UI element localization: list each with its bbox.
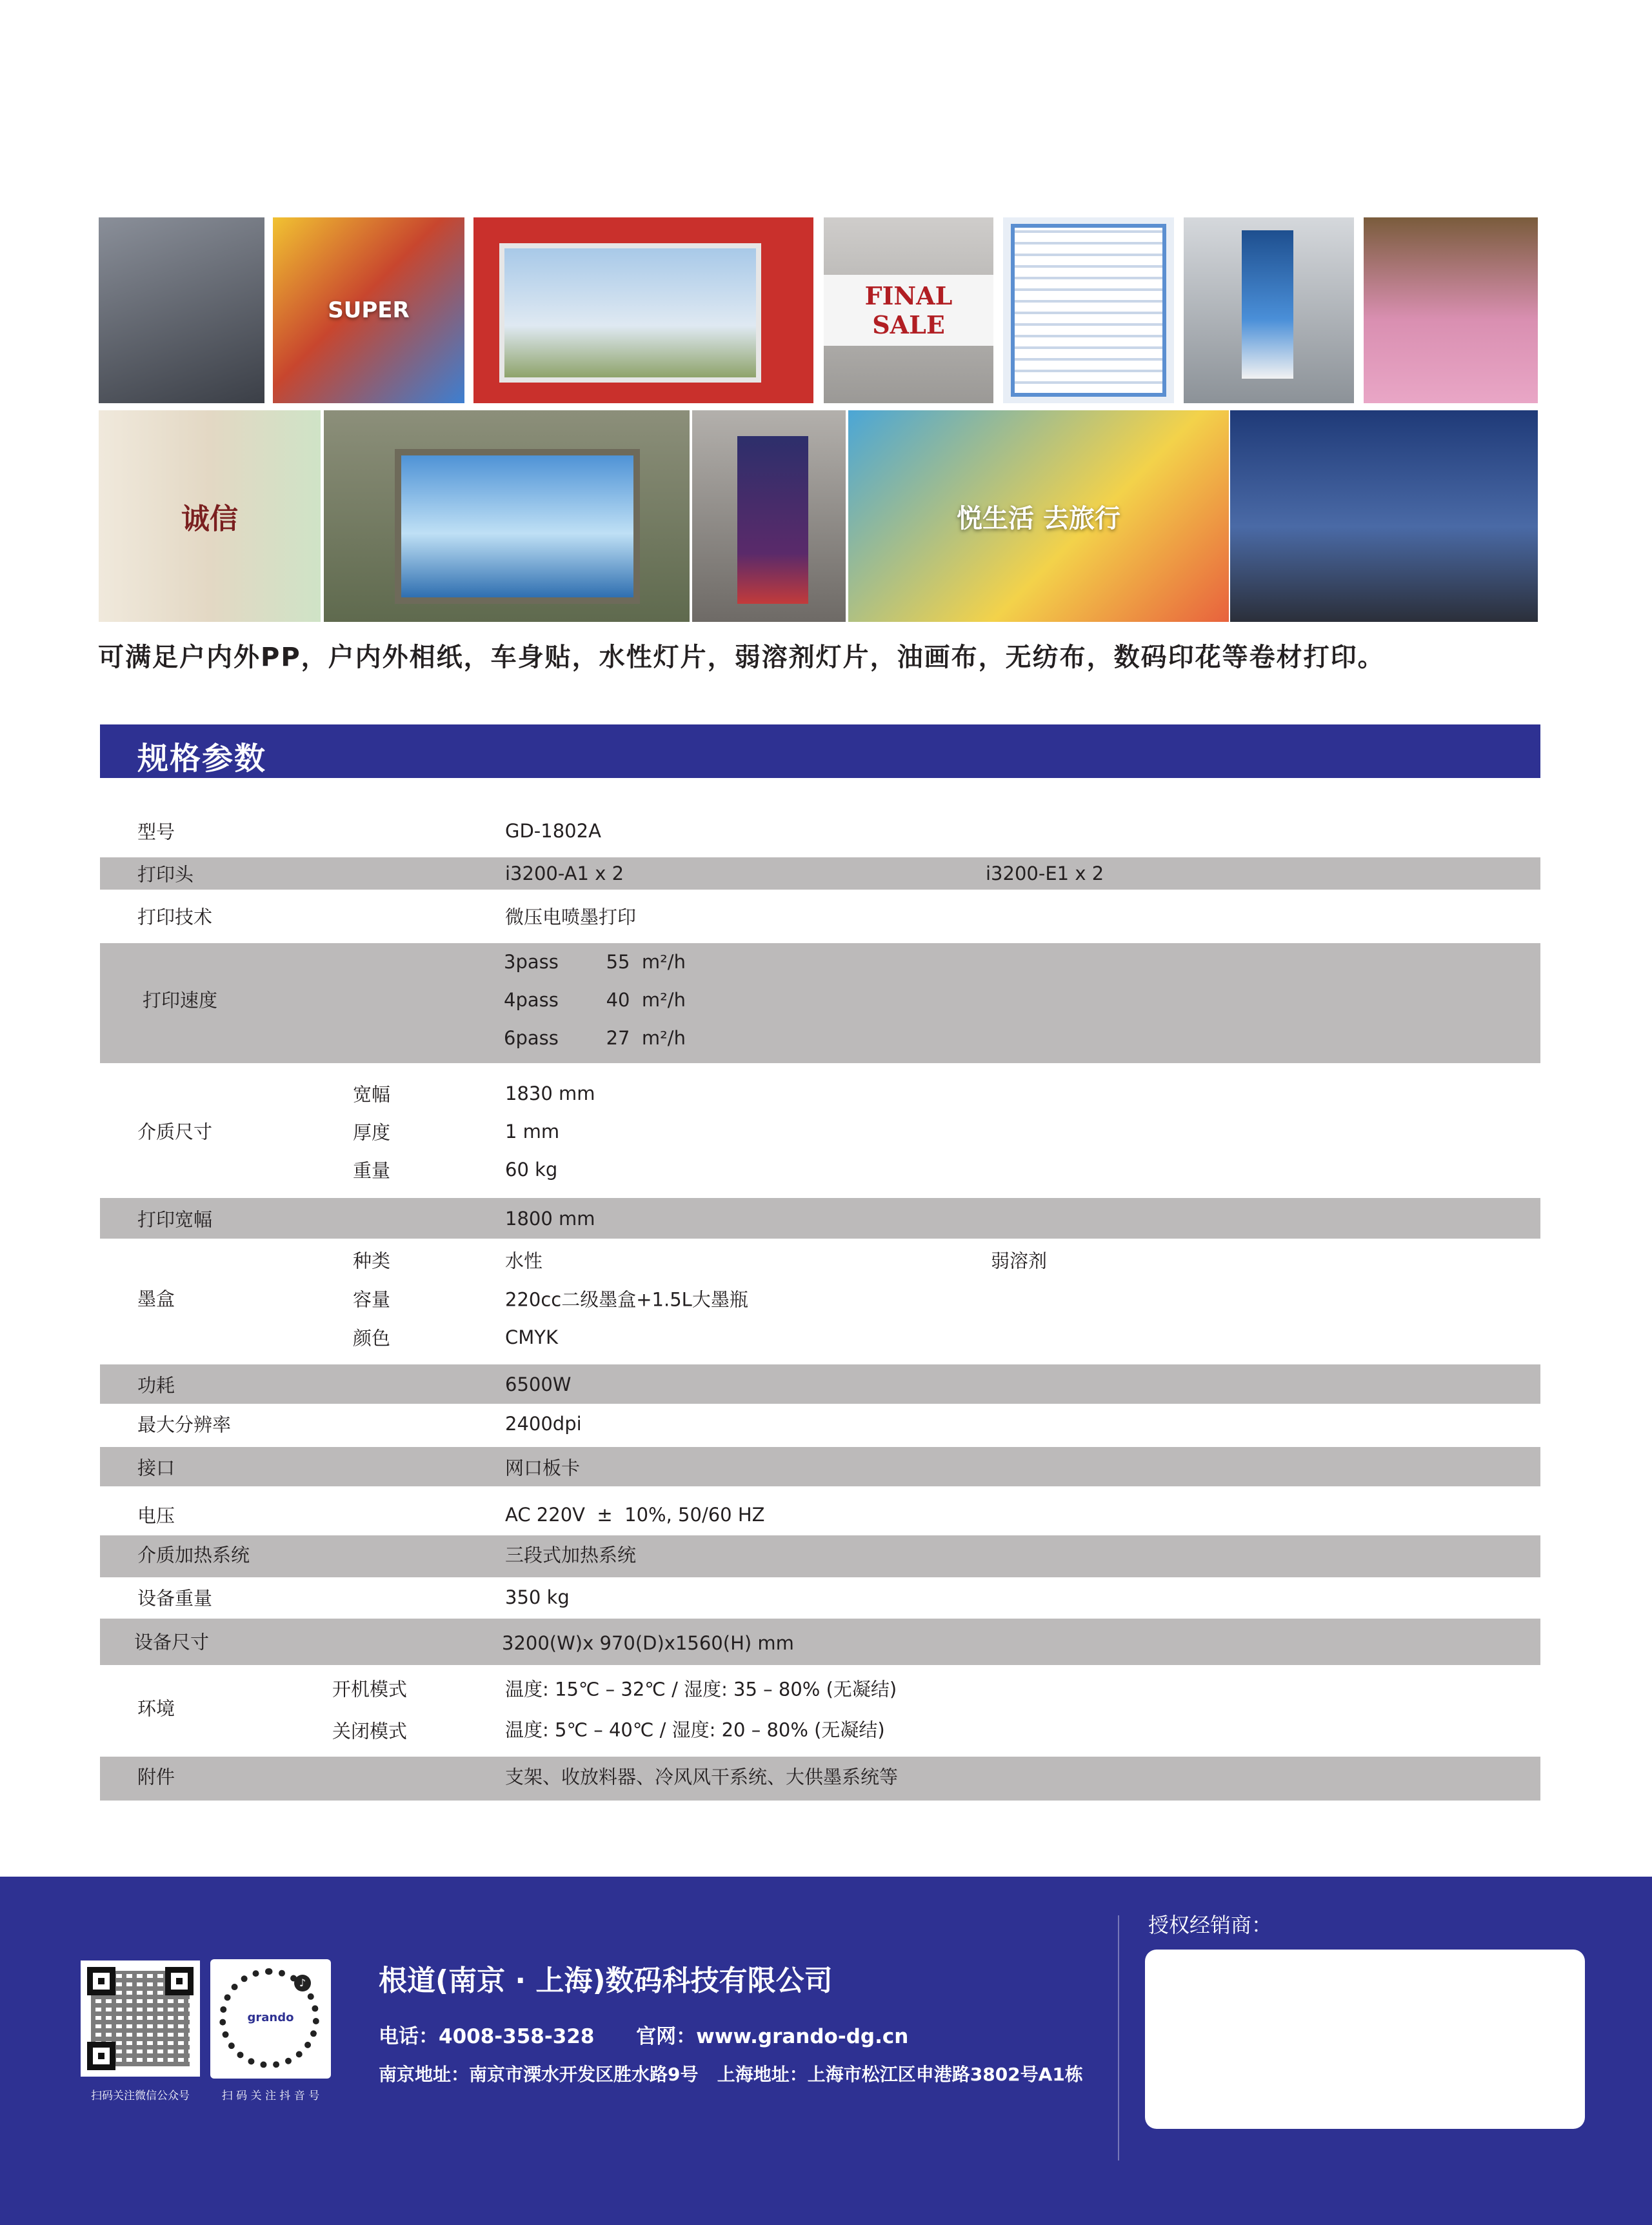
spec-sublabel: 容量 xyxy=(353,1288,391,1311)
spec-row-weight xyxy=(100,1580,1540,1616)
photo-balloon-wall: 悦生活 去旅行 xyxy=(848,410,1229,622)
spec-label: 打印宽幅 xyxy=(137,1208,213,1231)
company-contact: 电话：4008-358-328 官网：www.grando-dg.cn xyxy=(379,2025,909,2048)
spec-value: i3200-A1 x 2 xyxy=(505,863,624,884)
spec-label: 功耗 xyxy=(137,1374,175,1397)
spec-row-heating xyxy=(100,1535,1540,1577)
douyin-icon: ♪ xyxy=(294,1975,311,1991)
footer-divider xyxy=(1118,1915,1119,2160)
spec-label: 型号 xyxy=(137,821,175,843)
spec-row-power xyxy=(100,1364,1540,1404)
spec-value: 网口板卡 xyxy=(505,1457,581,1479)
x-banner-graphic xyxy=(1242,230,1293,379)
photo-final-sale: FINAL SALE xyxy=(824,217,993,403)
spec-label: 介质加热系统 xyxy=(137,1544,250,1566)
spec-value: 3200(W)x 970(D)x1560(H) mm xyxy=(502,1632,794,1654)
spec-label: 介质尺寸 xyxy=(137,1121,213,1143)
photo-lightbox-stands xyxy=(99,217,264,403)
spec-value: 温度: 15℃ – 32℃ / 湿度: 35 – 80% (无凝结) xyxy=(505,1678,897,1701)
dealer-box xyxy=(1145,1950,1585,2129)
spec-value: AC 220V ± 10%, 50/60 HZ xyxy=(505,1504,765,1526)
poster-frame xyxy=(499,243,761,383)
photo-store-display xyxy=(1364,217,1538,403)
spec-label: 电压 xyxy=(137,1504,175,1527)
spec-label: 环境 xyxy=(137,1697,175,1720)
speed-line: 6pass 27 m²/h xyxy=(504,1027,686,1049)
spec-value-alt: i3200-E1 x 2 xyxy=(986,863,1104,884)
spec-label: 最大分辨率 xyxy=(137,1413,232,1436)
company-address: 南京地址：南京市溧水开发区胜水路9号 上海地址：上海市松江区申港路3802号A1栋 xyxy=(379,2064,1083,2085)
spec-section-header xyxy=(100,724,1540,778)
spec-value-alt: 弱溶剂 xyxy=(991,1250,1048,1272)
footer xyxy=(0,1877,1652,2225)
photo-notice-board xyxy=(1003,217,1174,403)
spec-value: 2400dpi xyxy=(505,1413,582,1435)
spec-label: 打印速度 xyxy=(143,989,218,1012)
speed-line: 4pass 40 m²/h xyxy=(504,989,686,1011)
spec-sublabel: 关闭模式 xyxy=(332,1720,408,1742)
applications-caption: 可满足户内外PP，户内外相纸，车身贴，水性灯片，弱溶剂灯片，油画布，无纺布，数码印花等卷材打印。 xyxy=(98,643,1385,672)
spec-value: CMYK xyxy=(505,1326,559,1348)
spec-row-printhead xyxy=(100,857,1540,890)
spec-value: 6500W xyxy=(505,1373,572,1395)
photo-outdoor-lightbox xyxy=(324,410,690,622)
spec-label: 设备重量 xyxy=(137,1587,213,1610)
spec-row-dimensions xyxy=(100,1619,1540,1665)
photo-cube-display xyxy=(692,410,846,622)
cube-graphic xyxy=(737,436,808,604)
spec-value: 微压电喷墨打印 xyxy=(505,906,637,928)
douyin-qr-caption: 扫 码 关 注 抖 音 号 xyxy=(221,2090,320,2102)
spec-title: 规格参数 xyxy=(137,741,267,777)
spec-row-voltage xyxy=(100,1497,1540,1533)
spec-row-print-tech xyxy=(100,900,1540,932)
dealer-label: 授权经销商： xyxy=(1148,1913,1273,1937)
company-name: 根道(南京 · 上海)数码科技有限公司 xyxy=(379,1964,833,1997)
spec-value: 350 kg xyxy=(505,1586,570,1608)
spec-row-resolution xyxy=(100,1406,1540,1442)
spec-row-accessories xyxy=(100,1757,1540,1801)
spec-value: 1 mm xyxy=(505,1121,560,1142)
photo-x-banner xyxy=(1184,217,1354,403)
wechat-qr-caption: 扫码关注微信公众号 xyxy=(91,2090,190,2102)
spec-sublabel: 重量 xyxy=(353,1159,391,1182)
spec-value: GD-1802A xyxy=(505,820,601,842)
spec-sublabel: 厚度 xyxy=(353,1121,391,1144)
photo-wall-poster xyxy=(473,217,813,403)
wechat-qr-code[interactable] xyxy=(81,1961,200,2077)
photo-rollup-banners: SUPER xyxy=(273,217,464,403)
spec-value: 水性 xyxy=(505,1250,543,1272)
spec-row-environment xyxy=(100,1666,1540,1746)
speed-line: 3pass 55 m²/h xyxy=(504,951,686,973)
spec-sublabel: 宽幅 xyxy=(353,1083,391,1106)
spec-sublabel: 开机模式 xyxy=(332,1678,408,1701)
spec-label: 打印技术 xyxy=(137,906,213,928)
douyin-brand: grando xyxy=(247,2011,294,2024)
douyin-qr-code[interactable] xyxy=(210,1959,331,2079)
spec-row-ink xyxy=(100,1241,1540,1357)
spec-row-model xyxy=(100,815,1540,847)
spec-label: 接口 xyxy=(137,1457,175,1479)
spec-value: 1830 mm xyxy=(505,1083,595,1104)
spec-label: 打印头 xyxy=(137,863,194,886)
spec-row-media-size xyxy=(100,1074,1540,1190)
photo-calligraphy-banners: 诚信 xyxy=(99,410,321,622)
spec-value: 1800 mm xyxy=(505,1208,595,1230)
spec-label: 设备尺寸 xyxy=(134,1631,210,1653)
spec-sublabel: 颜色 xyxy=(353,1327,391,1350)
spec-value: 温度: 5℃ – 40℃ / 湿度: 20 – 80% (无凝结) xyxy=(505,1719,885,1741)
spec-row-print-width xyxy=(100,1198,1540,1239)
spec-label: 附件 xyxy=(137,1766,175,1788)
spec-row-interface xyxy=(100,1447,1540,1486)
spec-label: 墨盒 xyxy=(137,1288,175,1310)
photo-building-billboard xyxy=(1230,410,1538,622)
board-content xyxy=(1011,224,1166,397)
spec-value: 支架、收放料器、冷风风干系统、大供墨系统等 xyxy=(505,1766,899,1788)
spec-value: 60 kg xyxy=(505,1159,558,1181)
spec-row-print-speed xyxy=(100,943,1540,1063)
spec-value: 220cc二级墨盒+1.5L大墨瓶 xyxy=(505,1288,748,1311)
spec-value: 三段式加热系统 xyxy=(505,1544,637,1566)
lightbox-panel xyxy=(395,449,640,604)
spec-sublabel: 种类 xyxy=(353,1250,391,1272)
